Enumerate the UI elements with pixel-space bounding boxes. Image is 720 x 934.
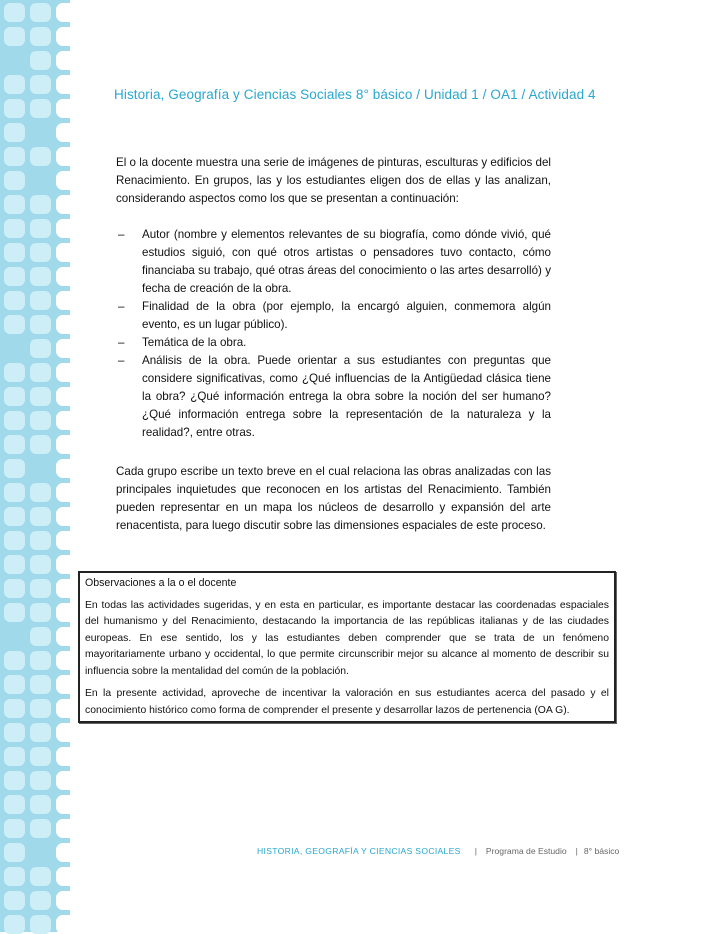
sidebar-notch: [56, 819, 72, 838]
sidebar-notch: [56, 195, 72, 214]
sidebar-tile: [4, 915, 25, 934]
sidebar-tile: [30, 411, 51, 430]
sidebar-notch: [56, 267, 72, 286]
sidebar-tile: [30, 507, 51, 526]
sidebar-tile: [4, 27, 25, 46]
sidebar-tile: [4, 723, 25, 742]
sidebar-notch: [56, 891, 72, 910]
sidebar-tile: [30, 723, 51, 742]
sidebar-tile: [30, 75, 51, 94]
sidebar-tile: [4, 3, 25, 22]
sidebar-notch: [56, 243, 72, 262]
sidebar-notch: [56, 459, 72, 478]
sidebar-tile: [4, 507, 25, 526]
sidebar-notch: [56, 507, 72, 526]
intro-paragraph: El o la docente muestra una serie de imágenes de pinturas, esculturas y edificios del Renacimiento. En grupos, las y los estudiantes eligen dos de ellas y las analizan, considerando aspectos como los que se presentan a continuación:: [116, 156, 552, 205]
sidebar-notch: [56, 843, 72, 862]
footer-program: Programa de Estudio: [485, 846, 567, 856]
page-title: Historia, Geografía y Ciencias Sociales 8° básico / Unidad 1 / OA1 / Actividad 4: [114, 87, 596, 102]
sidebar-notch: [56, 147, 72, 166]
sidebar-tile: [30, 51, 51, 70]
sidebar-tile: [4, 579, 25, 598]
list-item: [116, 226, 551, 298]
sidebar-tile: [4, 531, 25, 550]
sidebar-notch: [56, 675, 72, 694]
list-item-text: Finalidad de la obra (por ejemplo, la encargó alguien, conmemora algún evento, es un lugar público).: [142, 300, 551, 331]
sidebar-tile: [4, 675, 25, 694]
sidebar-notch: [56, 387, 72, 406]
sidebar-notch: [56, 555, 72, 574]
sidebar-notch: [56, 771, 72, 790]
footer-separator: |: [575, 846, 578, 856]
sidebar-notch: [56, 603, 72, 622]
list-item: [116, 352, 551, 442]
sidebar-tile: [4, 219, 25, 238]
sidebar-tile: [4, 867, 25, 886]
dash-bullet-icon: –: [118, 228, 125, 241]
sidebar-tile: [30, 747, 51, 766]
sidebar-notch: [56, 699, 72, 718]
sidebar-tile: [4, 771, 25, 790]
sidebar-tile: [4, 603, 25, 622]
sidebar-tile: [30, 915, 51, 934]
dash-bullet-icon: –: [118, 300, 125, 313]
list-item-text: Temática de la obra.: [142, 336, 247, 349]
teacher-observations-box: [78, 571, 616, 723]
dash-bullet-icon: –: [118, 354, 125, 367]
sidebar-notch: [56, 795, 72, 814]
sidebar-tile: [4, 291, 25, 310]
sidebar-tile: [4, 123, 25, 142]
sidebar-notch: [56, 291, 72, 310]
sidebar-notch: [56, 315, 72, 334]
sidebar-tile: [30, 219, 51, 238]
sidebar-tile: [30, 195, 51, 214]
sidebar-notch: [56, 171, 72, 190]
sidebar-tile: [30, 99, 51, 118]
sidebar-tile: [4, 315, 25, 334]
list-item: [116, 334, 551, 352]
analysis-aspects-list: [116, 226, 551, 442]
sidebar-tile: [4, 243, 25, 262]
sidebar-notch: [56, 3, 72, 22]
sidebar-tile: [4, 651, 25, 670]
sidebar-tile: [4, 435, 25, 454]
sidebar-tile: [4, 171, 25, 190]
list-item-text: Autor (nombre y elementos relevantes de su biografía, como dónde vivió, qué estudios siguió, con qué otros artistas o pensadores tuvo contacto, cómo financiaba su trabajo, qué otras áreas del conocimiento o las artes desarrolló) y fecha de creación de la obra.: [142, 228, 551, 295]
sidebar-tile: [4, 699, 25, 718]
page-footer: [257, 846, 619, 856]
sidebar-notch: [56, 27, 72, 46]
sidebar-tile: [30, 363, 51, 382]
sidebar-notch: [56, 411, 72, 430]
sidebar-tile: [4, 795, 25, 814]
sidebar-tile: [30, 651, 51, 670]
dash-bullet-icon: –: [118, 336, 125, 349]
sidebar-tile: [30, 699, 51, 718]
sidebar-tile: [30, 627, 51, 646]
sidebar-tile: [30, 579, 51, 598]
sidebar-tile: [30, 819, 51, 838]
sidebar-tile: [4, 747, 25, 766]
decorative-sidebar: [0, 0, 70, 932]
sidebar-tile: [4, 411, 25, 430]
sidebar-tile: [30, 27, 51, 46]
sidebar-tile: [30, 291, 51, 310]
sidebar-tile: [30, 531, 51, 550]
sidebar-tile: [30, 339, 51, 358]
sidebar-tile: [30, 387, 51, 406]
sidebar-tile: [4, 363, 25, 382]
sidebar-tile: [30, 147, 51, 166]
sidebar-tile: [4, 891, 25, 910]
observations-paragraph: En la presente actividad, aproveche de incentivar la valoración en sus estudiantes acerca del pasado y el conocimiento histórico como forma de comprender el presente y desarrollar lazos de pertenencia (OA G).: [85, 688, 609, 716]
sidebar-tile: [30, 603, 51, 622]
sidebar-tile: [30, 795, 51, 814]
sidebar-tile: [30, 243, 51, 262]
sidebar-notch: [56, 531, 72, 550]
sidebar-tile: [30, 675, 51, 694]
sidebar-tile: [4, 819, 25, 838]
sidebar-notch: [56, 435, 72, 454]
footer-subject: HISTORIA, GEOGRAFÍA Y CIENCIAS SOCIALES: [257, 846, 461, 856]
sidebar-tile: [4, 459, 25, 478]
sidebar-tile: [4, 147, 25, 166]
sidebar-tile: [4, 387, 25, 406]
sidebar-tile: [4, 99, 25, 118]
sidebar-notch: [56, 363, 72, 382]
sidebar-tile: [30, 315, 51, 334]
sidebar-tile: [30, 3, 51, 22]
sidebar-tile: [30, 555, 51, 574]
sidebar-notch: [56, 219, 72, 238]
observations-title: Observaciones a la o el docente: [85, 577, 237, 589]
sidebar-notch: [56, 867, 72, 886]
sidebar-tile: [30, 483, 51, 502]
sidebar-notch: [56, 747, 72, 766]
list-item: [116, 298, 551, 334]
sidebar-notch: [56, 915, 72, 934]
footer-separator: |: [474, 846, 477, 856]
sidebar-tile: [30, 435, 51, 454]
sidebar-notch: [56, 339, 72, 358]
sidebar-tile: [30, 891, 51, 910]
sidebar-notch: [56, 51, 72, 70]
sidebar-notch: [56, 651, 72, 670]
sidebar-notch: [56, 483, 72, 502]
sidebar-tile: [30, 771, 51, 790]
sidebar-notch: [56, 579, 72, 598]
sidebar-tile: [4, 555, 25, 574]
sidebar-tile: [4, 843, 25, 862]
sidebar-notch: [56, 723, 72, 742]
sidebar-tile: [30, 267, 51, 286]
sidebar-notch: [56, 627, 72, 646]
sidebar-notch: [56, 99, 72, 118]
sidebar-notch: [56, 75, 72, 94]
observations-paragraph: En todas las actividades sugeridas, y en esta en particular, es importante destacar las coordenadas espaciales del humanismo y del Renacimiento, destacando la importancia de las repúblicas italianas y de las ciudades europeas. En ese sentido, los y las estudiantes deben comprender que se trata de un fenómeno mayoritariamente urbano y occidental, lo que permite circunscribir mejor su alcance al momento de describir su influencia sobre la mentalidad del común de la población.: [85, 599, 609, 677]
list-item-text: Análisis de la obra. Puede orientar a sus estudiantes con preguntas que considere significativas, como ¿Qué influencias de la Antigüedad clásica tiene la obra? ¿Qué información entrega la obra sobre la noción del ser humano? ¿Qué información entrega sobre la representación de la naturaleza y la realidad?, entre otras.: [142, 354, 551, 439]
sidebar-tile: [4, 75, 25, 94]
sidebar-notch: [56, 123, 72, 142]
sidebar-tile: [30, 867, 51, 886]
sidebar-tile: [4, 195, 25, 214]
footer-grade: 8° básico: [583, 846, 620, 856]
sidebar-tile: [4, 267, 25, 286]
sidebar-tile: [4, 483, 25, 502]
closing-paragraph: Cada grupo escribe un texto breve en el cual relaciona las obras analizadas con las principales inquietudes que reconocen en los artistas del Renacimiento. También pueden representar en un mapa los núcleos de desarrollo y expansión del arte renacentista, para luego discutir sobre las dimensiones espaciales de este proceso.: [116, 465, 551, 532]
